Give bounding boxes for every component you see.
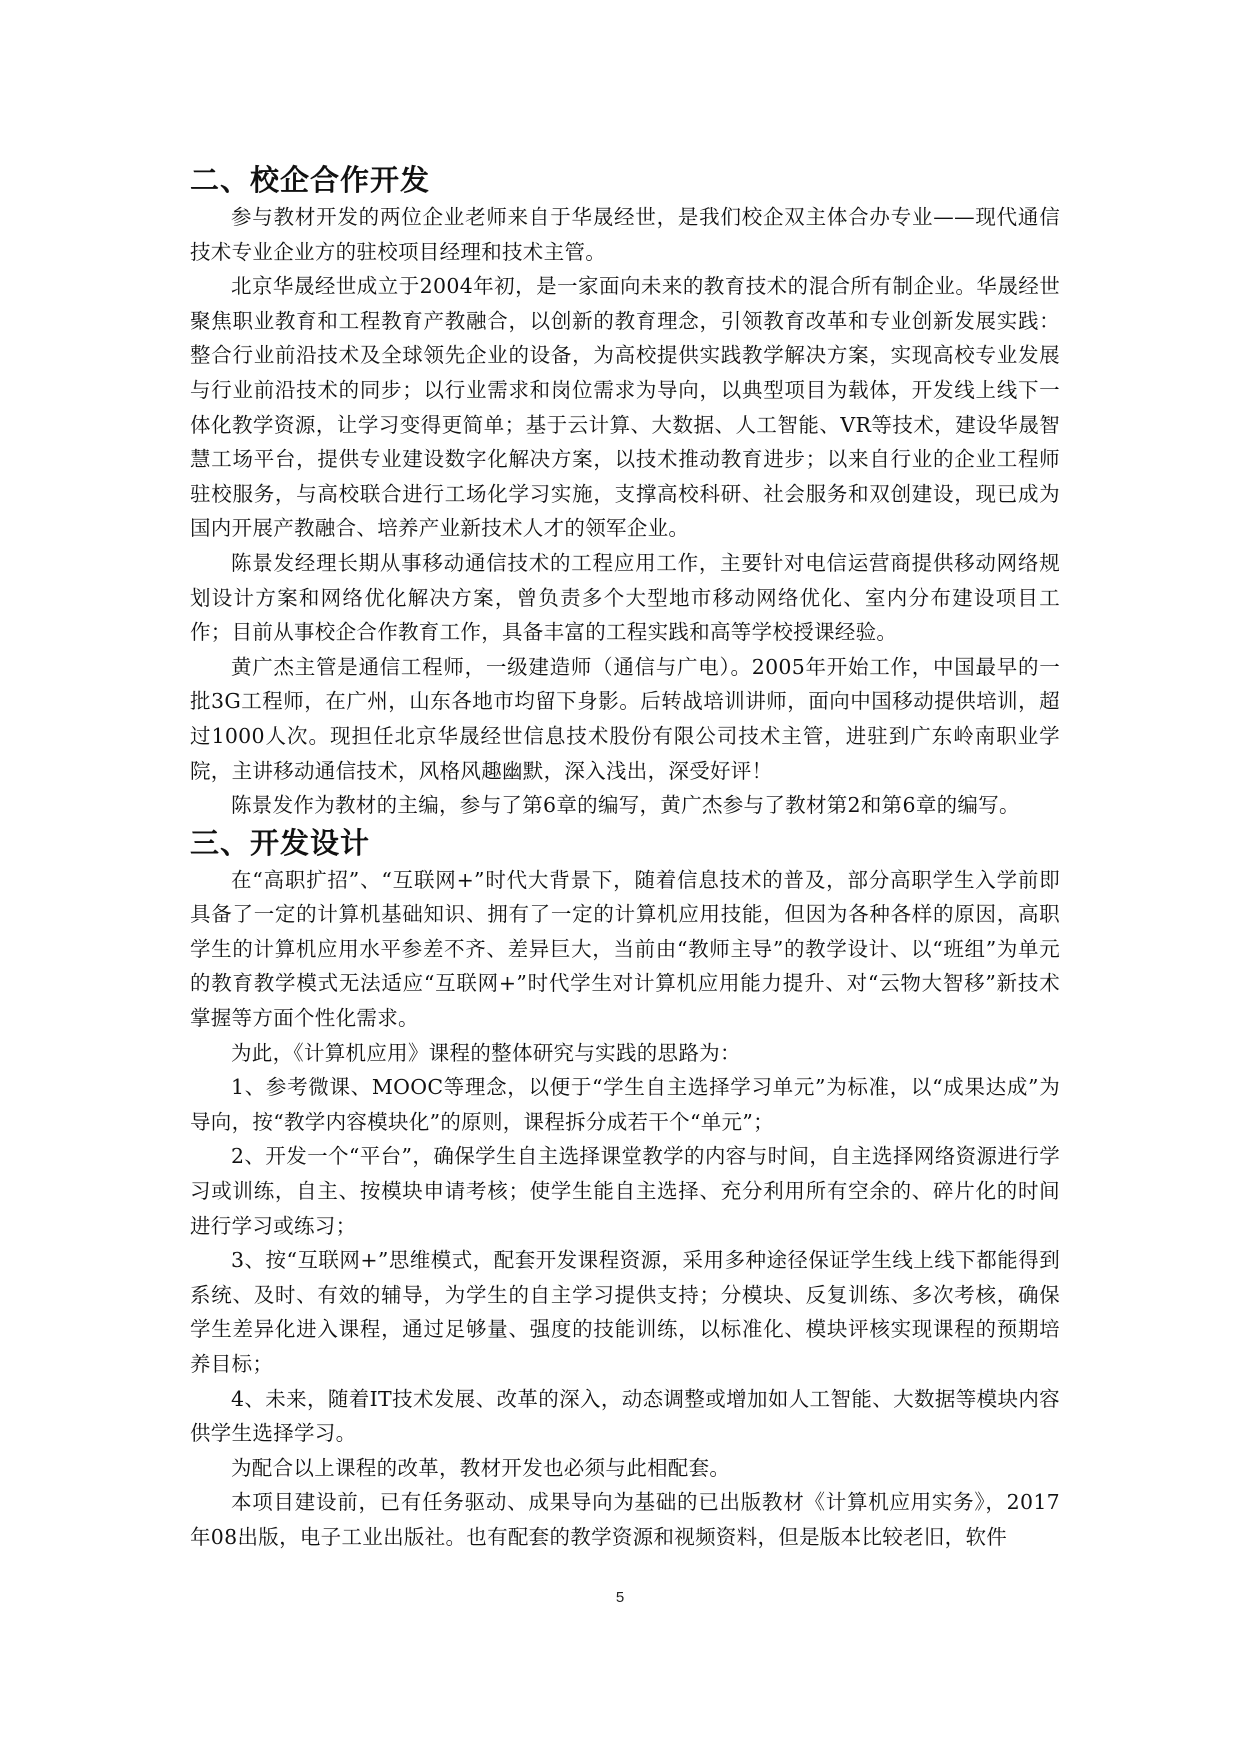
paragraph: 北京华晟经世成立于2004年初，是一家面向未来的教育技术的混合所有制企业。华晟经世聚焦职业教育和工程教育产教融合，以创新的教育理念，引领教育改革和专业创新发展实践：整合行业前沿技术及全球领先企业的设备，为高校提供实践教学解决方案，实现高校专业发展与行业前沿技术的同步；以行业需求和岗位需求为导向，以典型项目为载体，开发线上线下一体化教学资源，让学习变得更简单；基于云计算、大数据、人工智能、VR等技术，建设华晟智慧工场平台，提供专业建设数字化解决方案，以技术推动教育进步；以来自行业的企业工程师驻校服务，与高校联合进行工场化学习实施，支撑高校科研、社会服务和双创建设，现已成为国内开展产教融合、培养产业新技术人才的领军企业。 xyxy=(190,274,1060,541)
section-heading-development-design: 三、开发设计 xyxy=(190,825,371,860)
paragraph: 为配合以上课程的改革，教材开发也必须与此相配套。 xyxy=(231,1455,731,1480)
paragraph: 陈景发经理长期从事移动通信技术的工程应用工作，主要针对电信运营商提供移动网络规划设计方案和网络优化解决方案，曾负责多个大型地市移动网络优化、室内分布建设项目工作；目前从事校企合作教育工作，具备丰富的工程实践和高等学校授课经验。 xyxy=(190,550,1060,645)
paragraph: 参与教材开发的两位企业老师来自于华晟经世，是我们校企双主体合办专业——现代通信技术专业企业方的驻校项目经理和技术主管。 xyxy=(190,205,1060,264)
paragraph: 2、开发一个“平台”，确保学生自主选择课堂教学的内容与时间，自主选择网络资源进行学习或训练，自主、按模块申请考核；使学生能自主选择、充分利用所有空余的、碎片化的时间进行学习或练习； xyxy=(190,1144,1060,1238)
page-number: 5 xyxy=(615,1589,625,1606)
paragraph: 陈景发作为教材的主编，参与了第6章的编写，黄广杰参与了教材第2和第6章的编写。 xyxy=(231,793,1020,818)
paragraph: 本项目建设前，已有任务驱动、成果导向为基础的已出版教材《计算机应用实务》，2017年08出版，电子工业出版社。也有配套的教学资源和视频资料，但是版本比较老旧，软件 xyxy=(190,1490,1060,1549)
page-content xyxy=(190,160,1060,1555)
paragraph: 黄广杰主管是通信工程师，一级建造师（通信与广电）。2005年开始工作，中国最早的一批3G工程师，在广州，山东各地市均留下身影。后转战培训讲师，面向中国移动提供培训，超过1000人次。现担任北京华晟经世信息技术股份有限公司技术主管，进驻到广东岭南职业学院，主讲移动通信技术，风格风趣幽默，深入浅出，深受好评！ xyxy=(190,654,1060,783)
paragraph: 3、按“互联网+”思维模式，配套开发课程资源，采用多种途径保证学生线上线下都能得到系统、及时、有效的辅导，为学生的自主学习提供支持；分模块、反复训练、多次考核，确保学生差异化进入课程，通过足够量、强度的技能训练，以标准化、模块评核实现课程的预期培养目标； xyxy=(190,1248,1060,1376)
paragraph: 为此，《计算机应用》课程的整体研究与实践的思路为： xyxy=(231,1040,741,1065)
paragraph: 4、未来，随着IT技术发展、改革的深入，动态调整或增加如人工智能、大数据等模块内容供学生选择学习。 xyxy=(190,1386,1060,1446)
paragraph: 1、参考微课、MOOC等理念，以便于“学生自主选择学习单元”为标准，以“成果达成”为导向，按“教学内容模块化”的原则，课程拆分成若干个“单元”； xyxy=(190,1075,1060,1134)
paragraph: 在“高职扩招”、“互联网+”时代大背景下，随着信息技术的普及，部分高职学生入学前即具备了一定的计算机基础知识、拥有了一定的计算机应用技能，但因为各种各样的原因，高职学生的计算机应用水平参差不齐、差异巨大，当前由“教师主导”的教学设计、以“班组”为单元的教育教学模式无法适应“互联网+”时代学生对计算机应用能力提升、对“云物大智移”新技术掌握等方面个性化需求。 xyxy=(190,867,1060,1031)
section-heading-school-enterprise: 二、校企合作开发 xyxy=(190,163,431,197)
